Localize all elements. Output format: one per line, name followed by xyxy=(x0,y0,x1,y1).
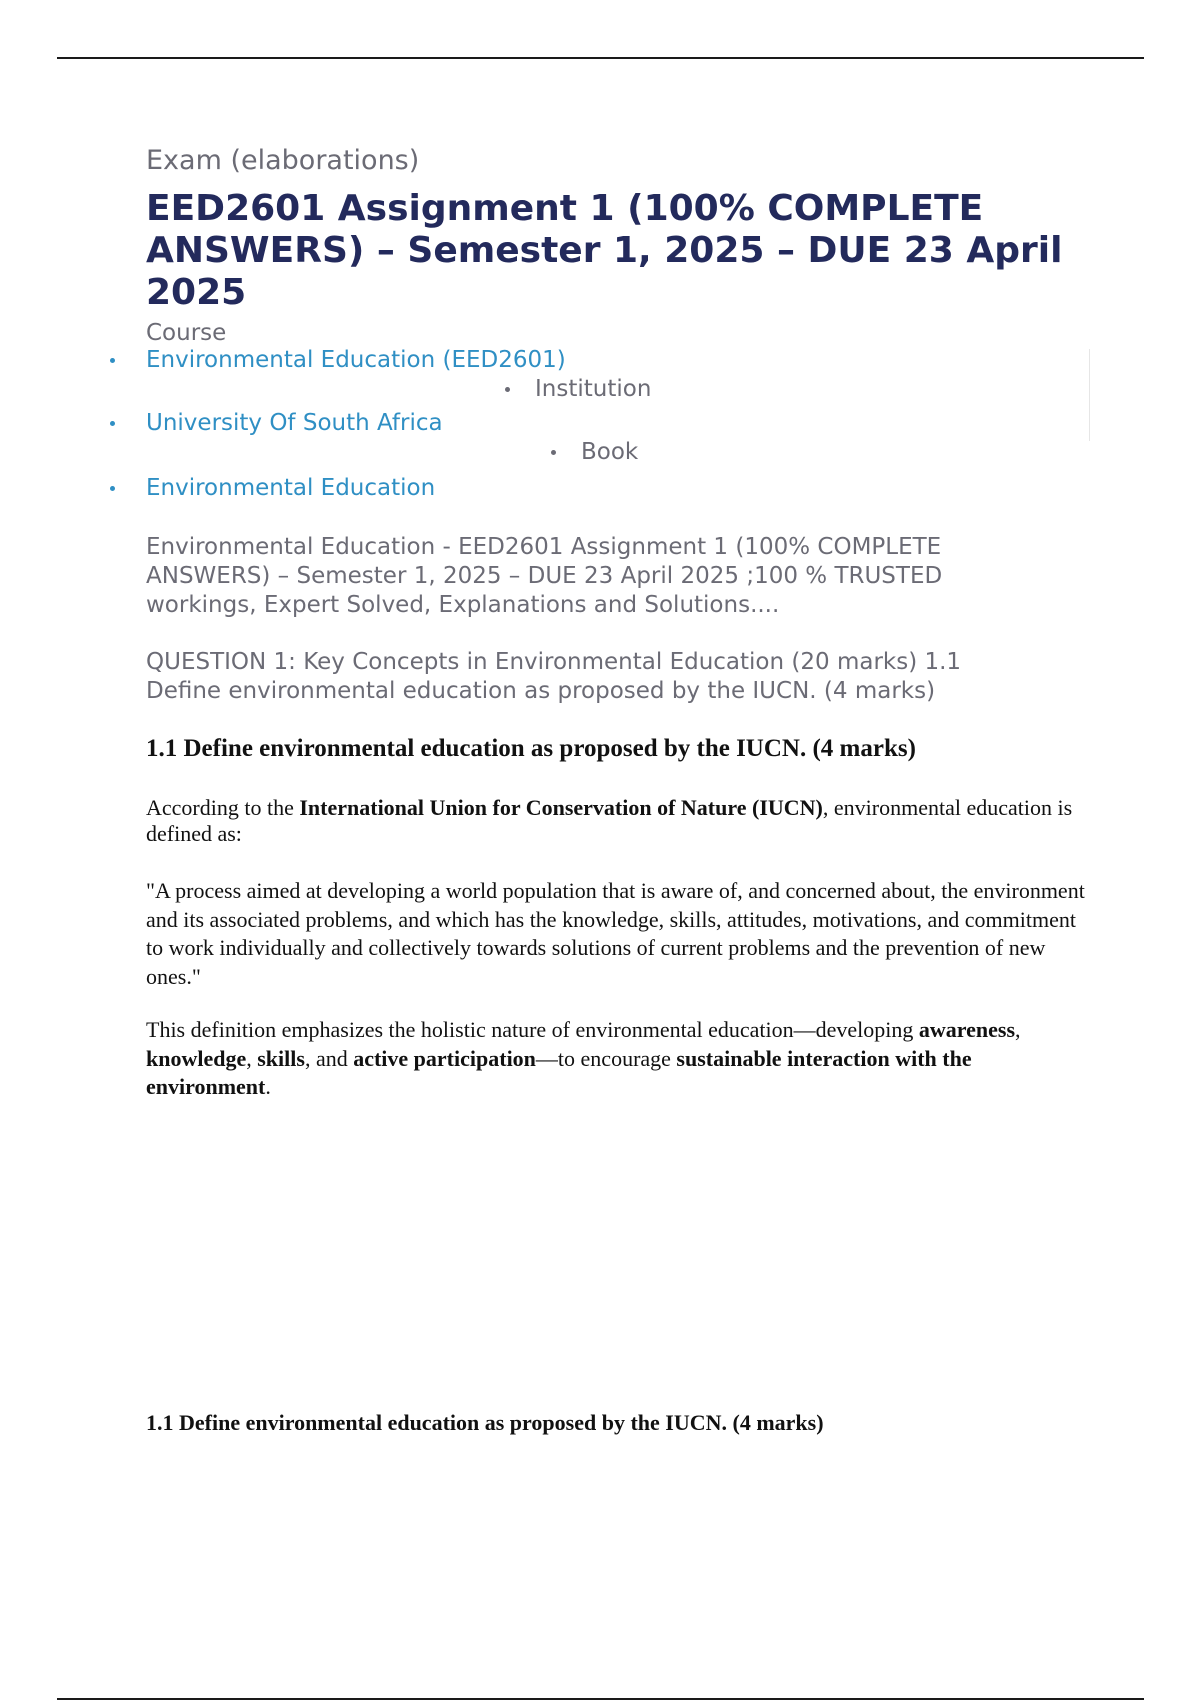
book-label: Book xyxy=(581,439,639,465)
definition-explanation: This definition emphasizes the holistic nature of environmental education—developing awareness, knowledge, skills, and active participation—to encourage sustainable interaction with the environment. xyxy=(146,1017,1021,1099)
course-label: Course xyxy=(146,320,227,346)
book-link-item[interactable] xyxy=(110,475,435,501)
top-rule xyxy=(57,57,1144,59)
bullet-icon xyxy=(505,387,510,392)
iucn-name: International Union for Conservation of Nature (IUCN) xyxy=(299,795,823,820)
institution-link-item[interactable] xyxy=(110,410,443,436)
answer-heading: 1.1 Define environmental education as proposed by the IUCN. (4 marks) xyxy=(146,735,916,762)
answer-heading-repeat: 1.1 Define environmental education as proposed by the IUCN. (4 marks) xyxy=(146,1410,824,1435)
bullet-icon xyxy=(110,421,115,426)
document-summary: Environmental Education - EED2601 Assignment 1 (100% COMPLETE ANSWERS) – Semester 1, 2025 – DUE 23 April 2025 ;100 % TRUSTED workings, Expert Solved, Explanations and Solutions.... xyxy=(146,534,943,618)
document-title: EED2601 Assignment 1 (100% COMPLETE ANSWERS) – Semester 1, 2025 – DUE 23 April 2025 xyxy=(146,188,1063,313)
definition-intro: According to the International Union for Conservation of Nature (IUCN), environmental education is defined as: xyxy=(146,795,1073,846)
course-link[interactable]: Environmental Education (EED2601) xyxy=(146,347,566,373)
side-divider xyxy=(1089,349,1090,441)
document-type: Exam (elaborations) xyxy=(146,145,420,176)
institution-label-item xyxy=(505,376,651,402)
question-text: QUESTION 1: Key Concepts in Environmental Education (20 marks) 1.1 Define environmental education as proposed by the IUCN. (4 marks) xyxy=(146,649,962,704)
institution-link[interactable]: University Of South Africa xyxy=(146,410,443,436)
book-link[interactable]: Environmental Education xyxy=(146,475,436,501)
book-label-item xyxy=(551,439,638,465)
institution-label: Institution xyxy=(535,376,652,402)
bullet-icon xyxy=(551,450,556,455)
bullet-icon xyxy=(110,486,115,491)
course-link-item[interactable] xyxy=(110,347,566,373)
bullet-icon xyxy=(110,358,115,363)
definition-quote: "A process aimed at developing a world population that is aware of, and concerned about, the environment and its associated problems, and which has the knowledge, skills, attitudes, motivations, and commitment to work individually and collectively towards solutions of current problems and the prevention of new ones." xyxy=(146,878,1085,989)
